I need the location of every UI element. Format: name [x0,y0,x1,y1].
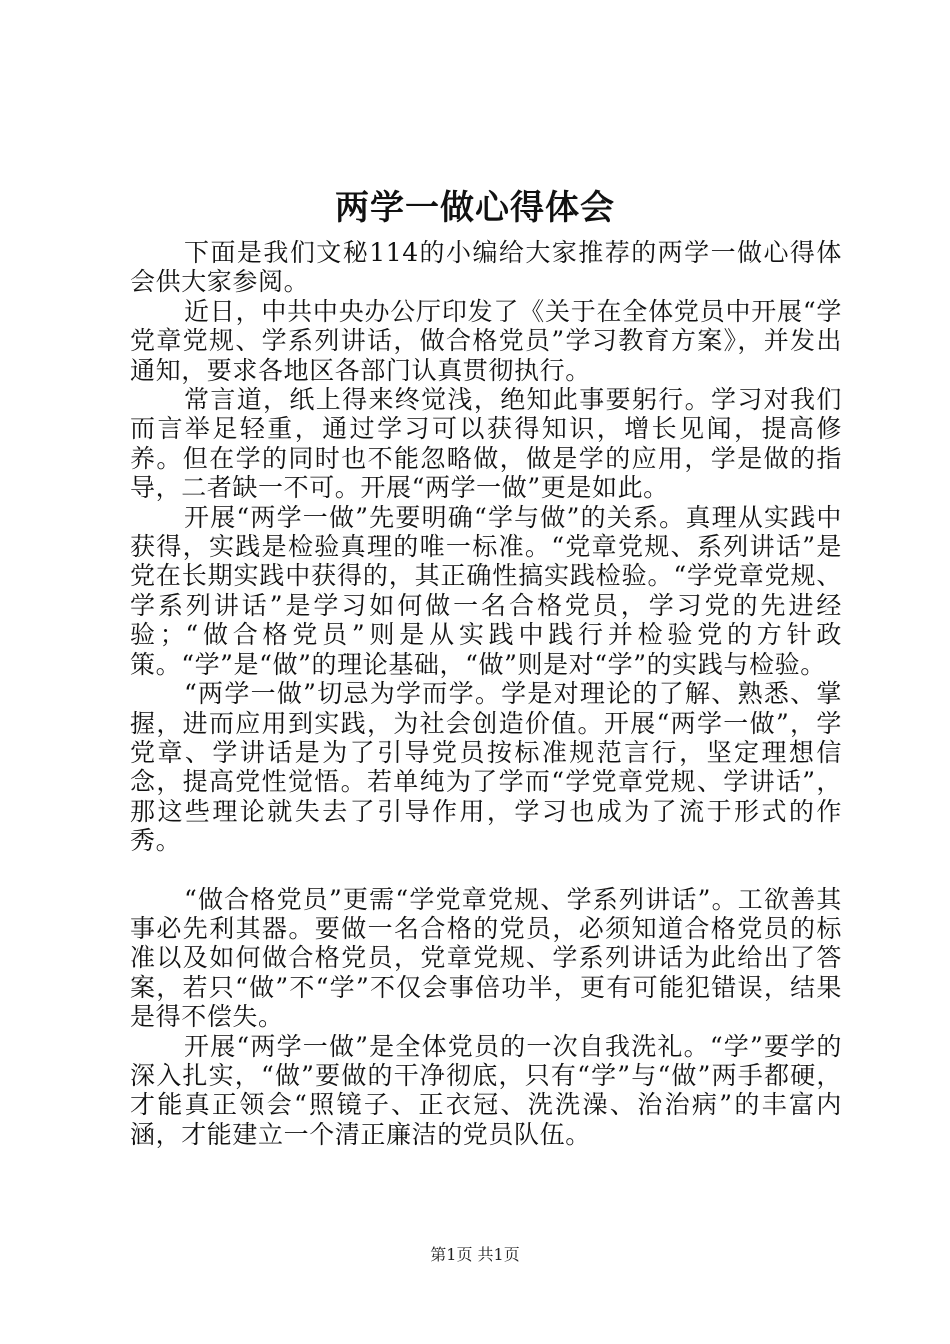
document-body [130,238,842,1149]
paragraph-conclusion: 开展“两学一做”是全体党员的一次自我洗礼。“学”要学的深入扎实，“做”要做的干净彻底，只有“学”与“做”两手都硬，才能真正领会“照镜子、正衣冠、洗洗澡、治治病”的丰富内涵，才能建立一个清正廉洁的党员队伍。 [130,1031,842,1149]
paragraph-qualified-member: “做合格党员”更需“学党章党规、学系列讲话”。工欲善其事必先利其器。要做一名合格的党员，必须知道合格党员的标准以及如何做合格党员，党章党规、学系列讲话为此给出了答案，若只“做”不“学”不仅会事倍功半，更有可能犯错误，结果是得不偿失。 [130,884,842,1032]
paragraph-notice: 近日，中共中央办公厅印发了《关于在全体党员中开展“学党章党规、学系列讲话，做合格党员”学习教育方案》，并发出通知，要求各地区各部门认真贯彻执行。 [130,296,842,385]
paragraph-relation: 开展“两学一做”先要明确“学与做”的关系。真理从实践中获得，实践是检验真理的唯一标准。“党章党规、系列讲话”是党在长期实践中获得的，其正确性搞实践检验。“学党章党规、学系列讲话”是学习如何做一名合格党员，学习党的先进经验；“做合格党员”则是从实践中践行并检验党的方针政策。“学”是“做”的理论基础，“做”则是对“学”的实践与检验。 [130,502,842,679]
paragraph-avoid-formalism: “两学一做”切忌为学而学。学是对理论的了解、熟悉、掌握，进而应用到实践，为社会创造价值。开展“两学一做”，学党章、学讲话是为了引导党员按标准规范言行，坚定理想信念，提高党性觉悟。若单纯为了学而“学党章党规、学讲话”，那这些理论就失去了引导作用，学习也成为了流于形式的作秀。 [130,679,842,856]
paragraph-intro: 下面是我们文秘114的小编给大家推荐的两学一做心得体会供大家参阅。 [130,238,842,297]
paragraph-learning: 常言道，纸上得来终觉浅，绝知此事要躬行。学习对我们而言举足轻重，通过学习可以获得知识，增长见闻，提高修养。但在学的同时也不能忽略做，做是学的应用，学是做的指导，二者缺一不可。开展“两学一做”更是如此。 [130,385,842,503]
document-title: 两学一做心得体会 [335,188,615,228]
page-number: 第1页 共1页 [430,1245,520,1264]
